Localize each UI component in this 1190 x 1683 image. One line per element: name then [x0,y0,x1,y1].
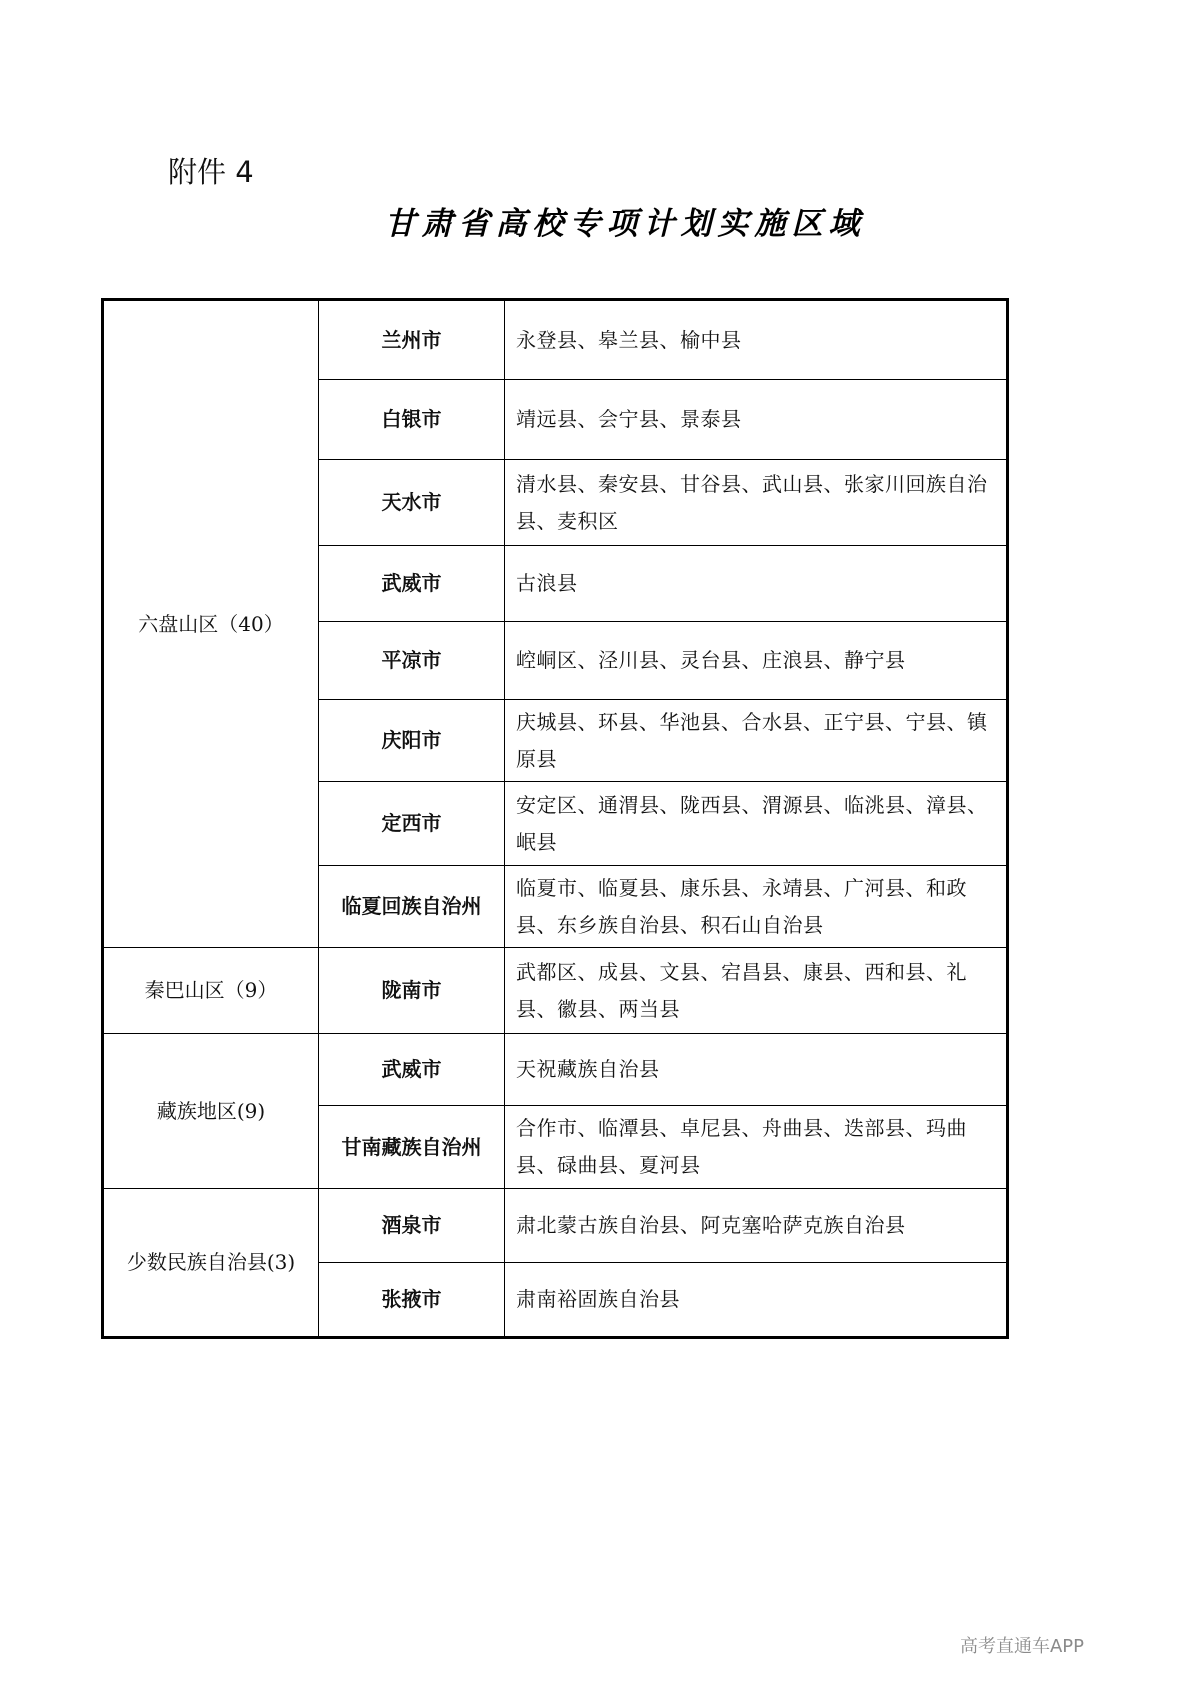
counties-cell: 合作市、临潭县、卓尼县、舟曲县、迭部县、玛曲县、碌曲县、夏河县 [505,1106,1008,1189]
attachment-label: 附件 4 [168,155,254,189]
area-cell: 秦巴山区（9） [103,948,319,1034]
city-cell: 甘南藏族自治州 [319,1106,505,1189]
counties-cell: 永登县、皋兰县、榆中县 [505,300,1008,380]
city-cell: 兰州市 [319,300,505,380]
counties-cell: 崆峒区、泾川县、灵台县、庄浪县、静宁县 [505,622,1008,700]
counties-cell: 肃北蒙古族自治县、阿克塞哈萨克族自治县 [505,1189,1008,1263]
city-cell: 白银市 [319,380,505,460]
counties-cell: 肃南裕固族自治县 [505,1263,1008,1338]
counties-cell: 武都区、成县、文县、宕昌县、康县、西和县、礼县、徽县、两当县 [505,948,1008,1034]
counties-cell: 清水县、秦安县、甘谷县、武山县、张家川回族自治县、麦积区 [505,460,1008,546]
area-cell: 少数民族自治县(3) [103,1189,319,1338]
table-row [103,1189,1008,1263]
table-row [103,300,1008,380]
table-row [103,1034,1008,1106]
city-cell: 张掖市 [319,1263,505,1338]
counties-cell: 靖远县、会宁县、景泰县 [505,380,1008,460]
counties-cell: 安定区、通渭县、陇西县、渭源县、临洮县、漳县、岷县 [505,782,1008,866]
document-title-text: 甘肃省高校专项计划实施区域 [384,206,866,242]
city-cell: 酒泉市 [319,1189,505,1263]
region-table-body [103,300,1008,1338]
city-cell: 天水市 [319,460,505,546]
region-table [101,298,1009,1339]
counties-cell: 天祝藏族自治县 [505,1034,1008,1106]
counties-cell: 临夏市、临夏县、康乐县、永靖县、广河县、和政县、东乡族自治县、积石山自治县 [505,866,1008,948]
area-cell: 藏族地区(9) [103,1034,319,1189]
city-cell: 临夏回族自治州 [319,866,505,948]
city-cell: 武威市 [319,1034,505,1106]
counties-cell: 古浪县 [505,546,1008,622]
table-row [103,948,1008,1034]
document-title [0,198,1130,243]
watermark: 高考直通车APP [959,1636,1084,1657]
counties-cell: 庆城县、环县、华池县、合水县、正宁县、宁县、镇原县 [505,700,1008,782]
city-cell: 平凉市 [319,622,505,700]
city-cell: 陇南市 [319,948,505,1034]
area-cell: 六盘山区（40） [103,300,319,948]
city-cell: 庆阳市 [319,700,505,782]
city-cell: 定西市 [319,782,505,866]
city-cell: 武威市 [319,546,505,622]
